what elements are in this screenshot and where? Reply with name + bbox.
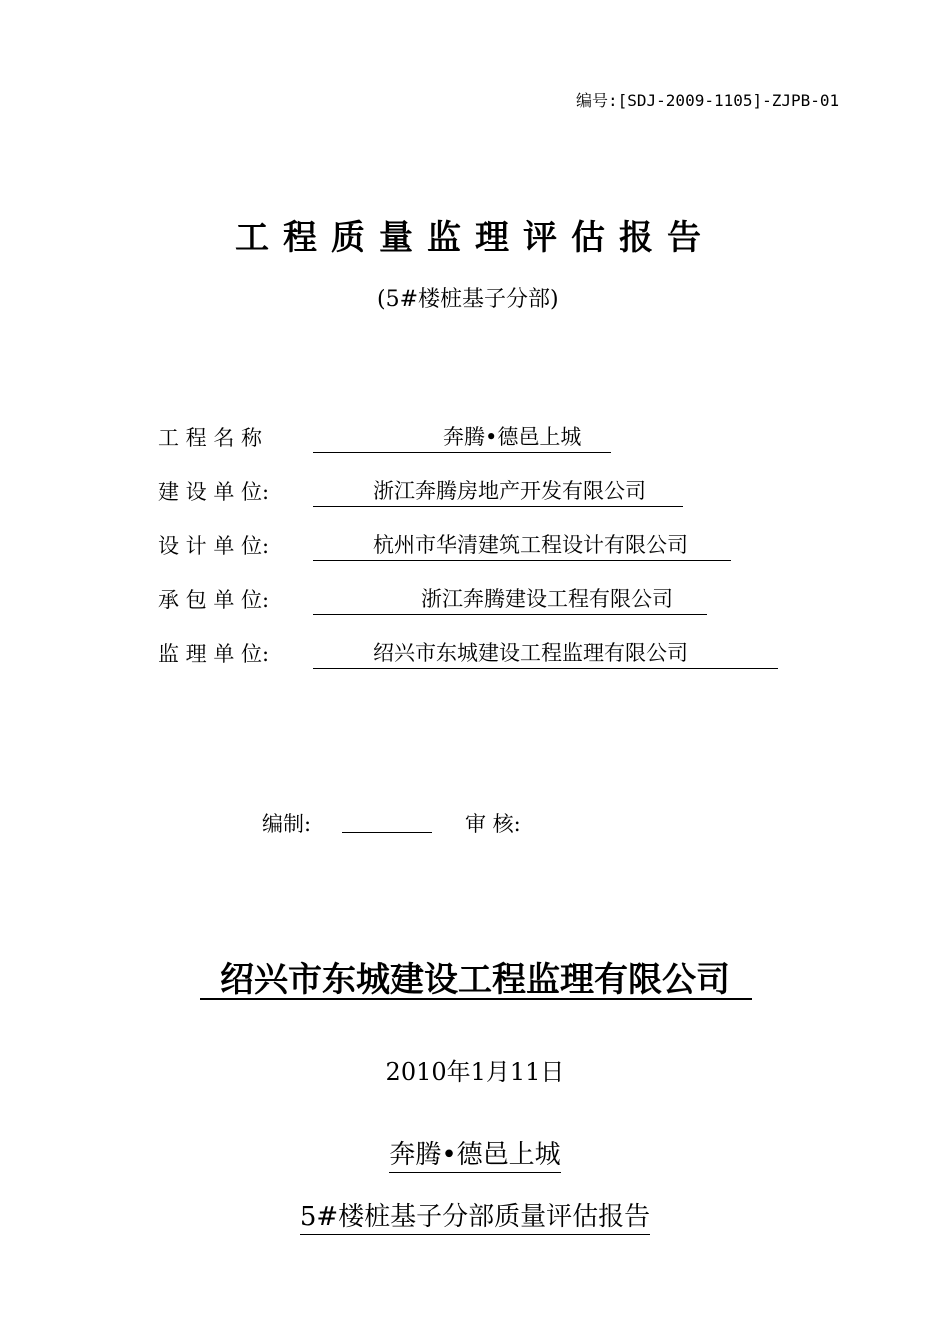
field-value-project-name-line bbox=[313, 422, 611, 453]
field-value-developer-line bbox=[313, 476, 683, 507]
prepared-by-label: 编制: bbox=[262, 812, 312, 836]
report-subtitle: (5#楼桩基子分部) bbox=[377, 287, 559, 312]
footer-project-name bbox=[0, 1134, 950, 1171]
field-value-contractor: 浙江奔腾建设工程有限公司 bbox=[421, 587, 673, 611]
reviewed-by-label: 审 核: bbox=[465, 812, 521, 836]
field-value-designer: 杭州市华清建筑工程设计有限公司 bbox=[373, 533, 688, 557]
field-value-supervisor: 绍兴市东城建设工程监理有限公司 bbox=[373, 641, 688, 665]
footer-report-title-text: 5#楼桩基子分部质量评估报告 bbox=[300, 1202, 650, 1235]
field-label-supervisor: 监 理 单 位: bbox=[158, 642, 270, 666]
company-underline bbox=[200, 998, 752, 1000]
field-value-supervisor-line bbox=[313, 638, 778, 669]
field-label-contractor: 承 包 单 位: bbox=[158, 588, 270, 612]
field-value-project-name: 奔腾•德邑上城 bbox=[443, 425, 582, 449]
field-label-developer: 建 设 单 位: bbox=[158, 480, 270, 504]
field-value-designer-line bbox=[313, 530, 731, 561]
field-value-developer: 浙江奔腾房地产开发有限公司 bbox=[373, 479, 646, 503]
field-label-designer: 设 计 单 位: bbox=[158, 534, 270, 558]
field-value-contractor-line bbox=[313, 584, 707, 615]
document-number: 编号:[SDJ-2009-1105]-ZJPB-01 bbox=[576, 91, 840, 110]
company-name: 绍兴市东城建设工程监理有限公司 bbox=[220, 960, 730, 1000]
report-date: 2010年1月11日 bbox=[385, 1058, 565, 1086]
report-title: 工程质量监理评估报告 bbox=[235, 218, 715, 258]
footer-project-name-text: 奔腾•德邑上城 bbox=[389, 1140, 560, 1173]
footer-report-title bbox=[0, 1196, 950, 1233]
field-label-project-name: 工 程 名 称 bbox=[158, 426, 263, 450]
prepared-by-line bbox=[342, 832, 432, 833]
